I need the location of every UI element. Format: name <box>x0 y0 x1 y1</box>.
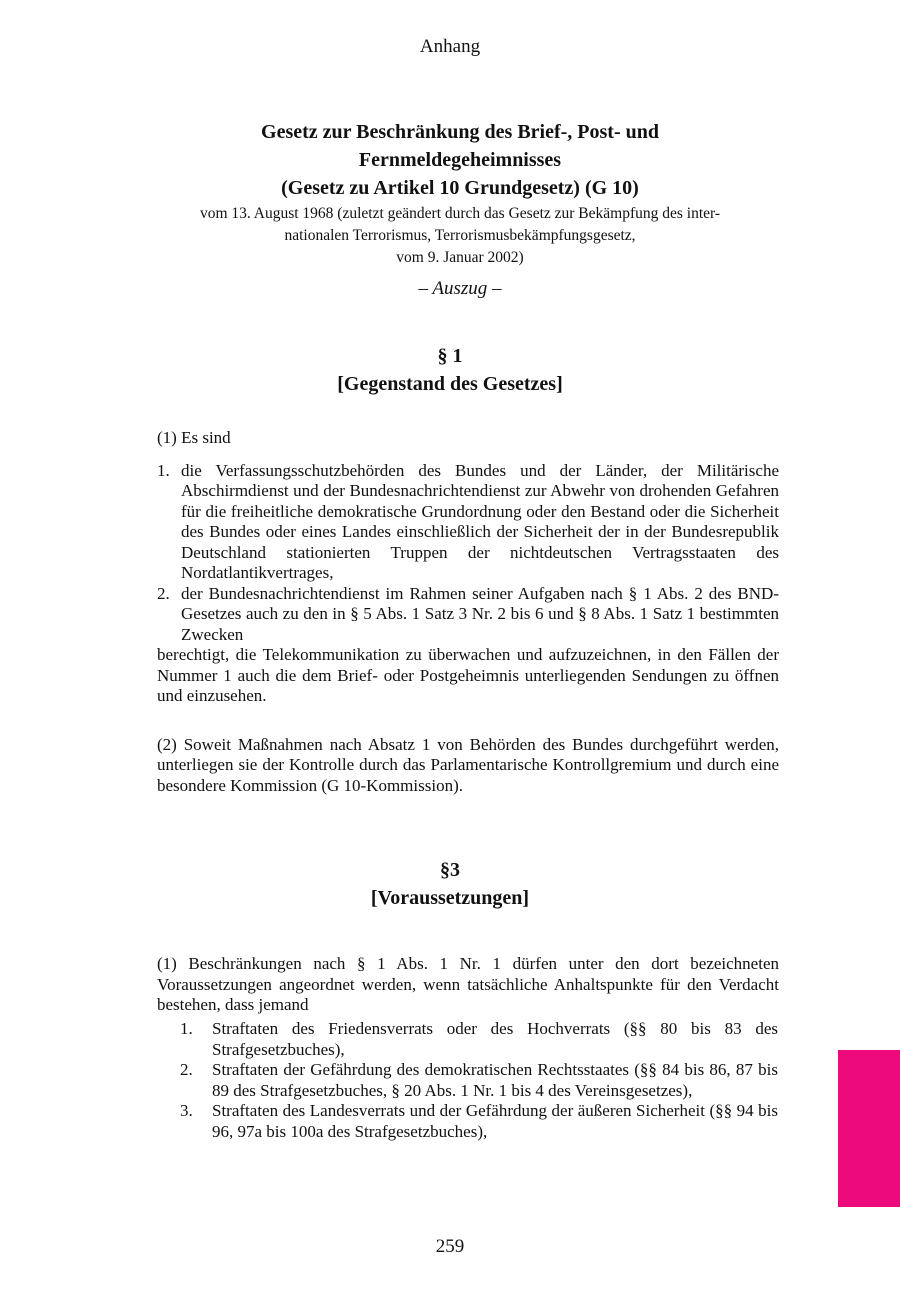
section-1-para-1-intro: (1) Es sind <box>157 428 231 447</box>
thumb-index-tab <box>838 1050 900 1207</box>
law-title-line-3: (Gesetz zu Artikel 10 Grundgesetz) (G 10) <box>281 177 639 199</box>
excerpt-marker: – Auszug – <box>418 278 502 299</box>
section-1-heading: [Gegenstand des Gesetzes] <box>337 373 563 395</box>
law-subtitle-3: vom 9. Januar 2002) <box>396 249 524 266</box>
section-1-number: § 1 <box>437 345 463 367</box>
list-item <box>180 1101 778 1142</box>
list-item-number: 1. <box>180 1019 193 1038</box>
law-subtitle-2: nationalen Terrorismus, Terrorismusbekämpfungsgesetz, <box>284 227 636 244</box>
section-3-number: §3 <box>440 859 460 881</box>
list-item <box>157 584 779 646</box>
section-3-para-1-intro: (1) Beschränkungen nach § 1 Abs. 1 Nr. 1 dürfen unter den dort bezeichneten Voraussetzungen angeordnet werden, wenn tatsächliche Anhaltspunkte für den Verdacht bestehen, dass jemand <box>157 954 779 1014</box>
list-item <box>157 461 779 584</box>
law-title-block <box>150 118 770 300</box>
list-item <box>180 1060 778 1101</box>
running-head: Anhang <box>419 36 481 57</box>
list-item-number: 2. <box>180 1060 193 1079</box>
section-3-list <box>180 1019 778 1142</box>
list-item-number: 2. <box>157 583 170 603</box>
section-1-para-2: (2) Soweit Maßnahmen nach Absatz 1 von Behörden des Bundes durchgeführt werden, unterliegen sie der Kontrolle durch das Parlamentarische Kontrollgremium und durch eine besondere Kommission (G 10-Kommission). <box>157 734 779 795</box>
list-item-number: 3. <box>180 1101 193 1120</box>
list-item-text: Straftaten des Landesverrats und der Gefährdung der äußeren Sicherheit (§§ 94 bis 96, 97a bis 100a des Strafgesetzbuches), <box>212 1101 778 1141</box>
list-item <box>180 1019 778 1060</box>
list-item-text: Straftaten des Friedensverrats oder des Hochverrats (§§ 80 bis 83 des Strafgesetzbuches), <box>212 1019 778 1059</box>
section-3-heading: [Voraussetzungen] <box>370 887 530 909</box>
law-title-line-1: Gesetz zur Beschränkung des Brief-, Post- und <box>261 121 659 143</box>
list-item-number: 1. <box>157 460 170 480</box>
section-1-para-1-close: berechtigt, die Telekommunikation zu überwachen und aufzuzeichnen, in den Fällen der Nummer 1 auch die dem Brief- oder Postgeheimnis unterliegenden Sendungen zu öffnen und einzusehen. <box>157 645 779 705</box>
list-item-text: die Verfassungsschutzbehörden des Bundes und der Länder, der Militärische Abschirmdienst und der Bundesnachrichtendienst zur Abwehr von drohenden Gefahren für die freiheitliche demokratische Grundordnung oder den Bestand oder die Sicherheit des Bundes oder eines Landes einschließlich der Sicherheit der in der Bundesrepublik Deutschland stationierten Truppen der nichtdeutschen Vertragsstaaten des Nordatlantikvertrages, <box>181 460 779 582</box>
section-1-body <box>157 428 779 796</box>
list-item-text: der Bundesnachrichtendienst im Rahmen seiner Aufgaben nach § 1 Abs. 2 des BND-Gesetzes auch zu den in § 5 Abs. 1 Satz 3 Nr. 2 bis 6 und § 8 Abs. 1 Satz 1 bestimmten Zwecken <box>181 583 779 644</box>
law-subtitle-1: vom 13. August 1968 (zuletzt geändert durch das Gesetz zur Bekämpfung des inter- <box>199 205 721 222</box>
law-title-line-2: Fernmeldegeheimnisses <box>358 149 562 171</box>
list-item-text: Straftaten der Gefährdung des demokratischen Rechtsstaates (§§ 84 bis 86, 87 bis 89 des Strafgesetzbuches, § 20 Abs. 1 Nr. 1 bis 4 des Vereinsgesetzes), <box>212 1060 778 1100</box>
page-number: 259 <box>435 1236 465 1257</box>
